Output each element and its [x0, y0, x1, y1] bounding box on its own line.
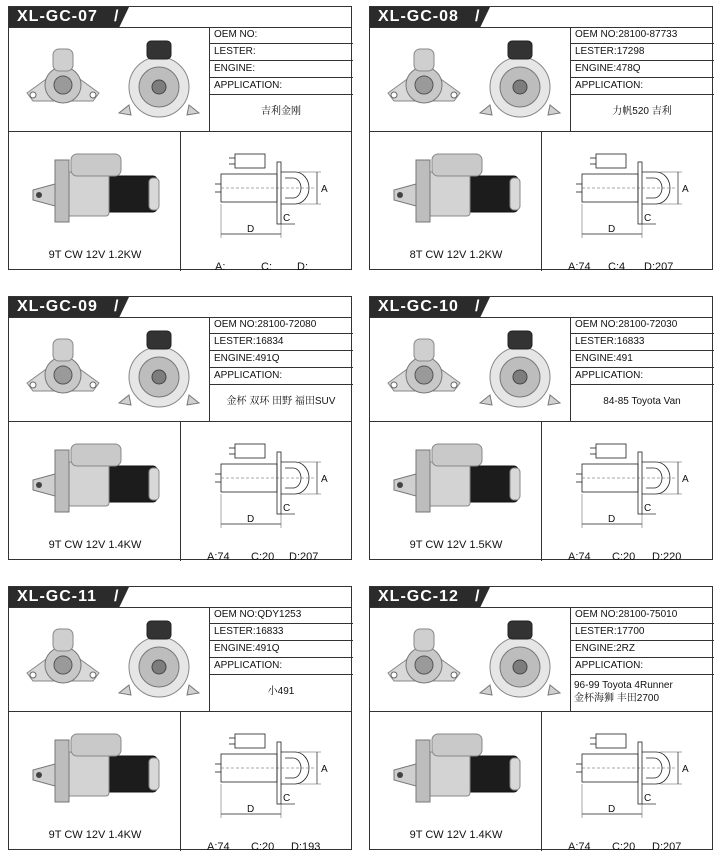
application-row: [570, 78, 714, 95]
dim-d: D:207: [644, 261, 674, 273]
starter-front-views: [370, 607, 570, 711]
dim-letter-a: A: [682, 474, 689, 485]
side-photo: [370, 132, 542, 271]
code-slash: /: [114, 298, 119, 315]
spec-text: 9T CW 12V 1.4KW: [48, 829, 142, 841]
application-value: [209, 95, 353, 118]
dim-letter-a: A: [321, 764, 328, 775]
application-label: APPLICATION:: [575, 370, 644, 381]
info-table: [570, 607, 714, 711]
engine-label: ENGINE:: [214, 643, 256, 654]
product-card: [8, 586, 352, 853]
starter-side-view: [370, 136, 542, 246]
application-row: [209, 658, 353, 675]
front-photos: [370, 607, 571, 711]
application-line: 吉利金刚: [261, 106, 301, 117]
engine-value: 491Q: [255, 353, 280, 364]
card-header: [9, 7, 351, 28]
dim-d: D:207: [652, 841, 682, 853]
application-label: APPLICATION:: [575, 660, 644, 671]
dimension-diagram: [542, 422, 714, 561]
product-card: [369, 296, 713, 563]
oem-label: OEM NO:: [214, 29, 258, 40]
side-photo: [9, 712, 181, 851]
product-code: XL-GC-09: [17, 298, 98, 315]
application-line: 金杯 双环 田野 福田SUV: [226, 396, 336, 407]
oem-row: [209, 27, 353, 44]
lester-value: 17700: [616, 626, 645, 637]
starter-side-view: [370, 426, 542, 536]
dim-d: D:207: [289, 551, 319, 563]
lester-row: [570, 44, 714, 61]
dimension-diagram: [542, 712, 714, 851]
dim-a: A:74: [568, 551, 591, 563]
dim-c: C:20: [251, 551, 275, 563]
oem-label: OEM NO:: [575, 29, 619, 40]
dimension-diagram: [181, 712, 353, 851]
engine-label: ENGINE:: [575, 63, 617, 74]
dimension-drawing: [542, 714, 714, 826]
starter-mount-view: [388, 629, 460, 683]
application-line: 金杯海狮 丰田2700: [574, 693, 660, 704]
front-photos: [370, 27, 571, 131]
lester-value: 17298: [616, 46, 645, 57]
lester-row: [209, 44, 353, 61]
dim-letter-a: A: [682, 184, 689, 195]
application-value: [209, 675, 353, 698]
dim-d: D:220: [652, 551, 682, 563]
dim-letter-c: C: [644, 793, 652, 804]
front-photos: [9, 27, 210, 131]
dim-a: A:74: [207, 551, 230, 563]
dim-c: C:4: [608, 261, 626, 273]
lester-row: [209, 624, 353, 641]
spec-text: 9T CW 12V 1.5KW: [409, 539, 503, 551]
application-label: APPLICATION:: [575, 80, 644, 91]
dim-letter-a: A: [321, 474, 328, 485]
application-row: [209, 368, 353, 385]
dim-c: C:20: [612, 551, 636, 563]
lester-value: 16833: [255, 626, 284, 637]
engine-label: ENGINE:: [575, 643, 617, 654]
application-line: 96-99 Toyota 4Runner: [574, 680, 673, 691]
dimension-diagram: [542, 132, 714, 271]
oem-row: [570, 317, 714, 334]
starter-rear-view: [480, 621, 560, 697]
lester-label: LESTER:: [214, 626, 256, 637]
dim-letter-c: C: [644, 503, 652, 514]
engine-row: [209, 351, 353, 368]
oem-row: [570, 607, 714, 624]
starter-rear-view: [119, 621, 199, 697]
oem-value: 28100-72030: [618, 319, 678, 330]
engine-value: 491: [616, 353, 633, 364]
dimension-drawing: [542, 424, 714, 536]
card-header: [9, 587, 351, 608]
starter-front-views: [370, 27, 570, 131]
dim-a: A:74: [568, 841, 591, 853]
spec-text: 8T CW 12V 1.2KW: [409, 249, 503, 261]
starter-side-view: [9, 716, 181, 826]
lester-row: [570, 624, 714, 641]
dim-letter-d: D: [608, 514, 616, 525]
application-label: APPLICATION:: [214, 370, 283, 381]
side-photo: [9, 132, 181, 271]
dim-letter-d: D: [608, 224, 616, 235]
oem-value: QDY1253: [257, 609, 302, 620]
engine-row: [570, 641, 714, 658]
dimension-diagram: [181, 132, 353, 271]
application-label: APPLICATION:: [214, 80, 283, 91]
engine-label: ENGINE:: [214, 353, 256, 364]
dim-letter-d: D: [247, 514, 255, 525]
starter-side-view: [9, 426, 181, 536]
oem-label: OEM NO:: [575, 319, 619, 330]
product-code: XL-GC-07: [17, 8, 98, 25]
oem-row: [209, 607, 353, 624]
lester-label: LESTER:: [214, 336, 256, 347]
engine-value: 2RZ: [616, 643, 636, 654]
lester-value: 16833: [616, 336, 645, 347]
dimension-drawing: [181, 134, 353, 246]
dim-letter-c: C: [283, 503, 291, 514]
application-line: 力帆520 吉利: [612, 106, 672, 117]
side-photo: [370, 422, 542, 561]
oem-value: 28100-72080: [257, 319, 317, 330]
oem-row: [570, 27, 714, 44]
card-header: [370, 7, 712, 28]
dim-c: C:20: [612, 841, 636, 853]
card-header: [9, 297, 351, 318]
side-photo: [9, 422, 181, 561]
application-row: [570, 368, 714, 385]
starter-side-view: [9, 136, 181, 246]
info-table: [209, 27, 353, 131]
product-card: [369, 6, 713, 273]
lester-label: LESTER:: [575, 46, 617, 57]
dimension-drawing: [181, 424, 353, 536]
engine-row: [209, 61, 353, 78]
dim-a: A:: [215, 261, 226, 273]
dim-letter-a: A: [682, 764, 689, 775]
dim-letter-d: D: [247, 804, 255, 815]
starter-mount-view: [388, 49, 460, 103]
dim-d: D:193: [291, 841, 321, 853]
lester-label: LESTER:: [214, 46, 256, 57]
dim-c: C:20: [251, 841, 275, 853]
spec-text: 9T CW 12V 1.4KW: [48, 539, 142, 551]
application-row: [209, 78, 353, 95]
product-card: [369, 586, 713, 853]
oem-value: 28100-87733: [618, 29, 678, 40]
starter-mount-view: [27, 339, 99, 393]
starter-mount-view: [27, 629, 99, 683]
lester-row: [570, 334, 714, 351]
side-photo: [370, 712, 542, 851]
dim-letter-a: A: [321, 184, 328, 195]
lester-row: [209, 334, 353, 351]
application-value: [570, 385, 714, 408]
dim-c: C:: [261, 261, 272, 273]
engine-row: [570, 61, 714, 78]
dim-letter-c: C: [644, 213, 652, 224]
code-slash: /: [475, 298, 480, 315]
product-code: XL-GC-12: [378, 588, 459, 605]
starter-rear-view: [480, 331, 560, 407]
starter-front-views: [9, 27, 209, 131]
info-table: [209, 607, 353, 711]
oem-label: OEM NO:: [575, 609, 619, 620]
oem-label: OEM NO:: [214, 319, 258, 330]
lester-label: LESTER:: [575, 336, 617, 347]
starter-rear-view: [480, 41, 560, 117]
product-card: [8, 296, 352, 563]
application-value: [209, 385, 353, 408]
starter-mount-view: [27, 49, 99, 103]
dim-d: D:: [297, 261, 308, 273]
engine-value: 491Q: [255, 643, 280, 654]
application-line: 84-85 Toyota Van: [603, 396, 681, 407]
starter-front-views: [9, 607, 209, 711]
card-header: [370, 587, 712, 608]
info-table: [570, 317, 714, 421]
lester-value: 16834: [255, 336, 284, 347]
oem-value: 28100-75010: [618, 609, 678, 620]
code-slash: /: [475, 588, 480, 605]
product-card: [8, 6, 352, 273]
product-code: XL-GC-11: [17, 588, 98, 605]
dimension-diagram: [181, 422, 353, 561]
starter-side-view: [370, 716, 542, 826]
application-row: [570, 658, 714, 675]
dim-letter-d: D: [608, 804, 616, 815]
front-photos: [370, 317, 571, 421]
engine-value: 478Q: [616, 63, 641, 74]
dimension-drawing: [181, 714, 353, 826]
info-table: [209, 317, 353, 421]
engine-row: [209, 641, 353, 658]
dim-a: A:74: [568, 261, 591, 273]
dim-letter-c: C: [283, 213, 291, 224]
code-slash: /: [475, 8, 480, 25]
info-table: [570, 27, 714, 131]
front-photos: [9, 607, 210, 711]
oem-row: [209, 317, 353, 334]
spec-text: 9T CW 12V 1.2KW: [48, 249, 142, 261]
product-code: XL-GC-10: [378, 298, 459, 315]
application-label: APPLICATION:: [214, 660, 283, 671]
code-slash: /: [114, 8, 119, 25]
starter-mount-view: [388, 339, 460, 393]
starter-front-views: [370, 317, 570, 421]
lester-label: LESTER:: [575, 626, 617, 637]
dim-letter-d: D: [247, 224, 255, 235]
oem-label: OEM NO:: [214, 609, 258, 620]
engine-label: ENGINE:: [575, 353, 617, 364]
application-line: 小491: [267, 686, 295, 697]
engine-label: ENGINE:: [214, 63, 256, 74]
engine-row: [570, 351, 714, 368]
front-photos: [9, 317, 210, 421]
card-header: [370, 297, 712, 318]
dim-letter-c: C: [283, 793, 291, 804]
spec-text: 9T CW 12V 1.4KW: [409, 829, 503, 841]
dim-a: A:74: [207, 841, 230, 853]
starter-rear-view: [119, 41, 199, 117]
code-slash: /: [114, 588, 119, 605]
starter-rear-view: [119, 331, 199, 407]
starter-front-views: [9, 317, 209, 421]
application-value: [570, 95, 714, 118]
dimension-drawing: [542, 134, 714, 246]
application-value: [570, 675, 714, 705]
product-code: XL-GC-08: [378, 8, 459, 25]
